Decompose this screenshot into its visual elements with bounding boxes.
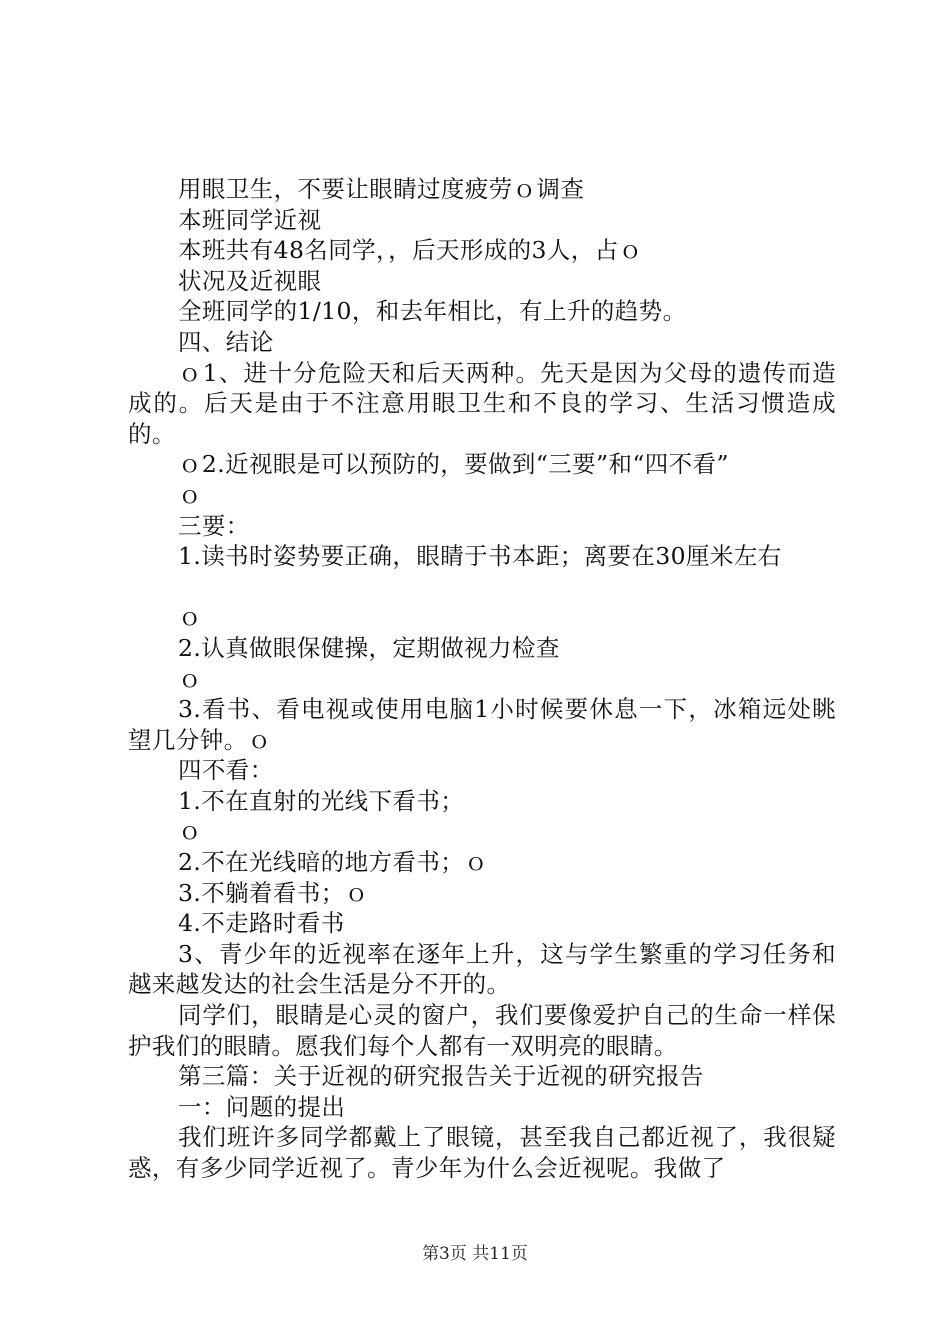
paragraph: 用眼卫生，不要让眼睛过度疲劳ｏ调查 bbox=[178, 175, 585, 203]
section-heading: 四、结论 bbox=[178, 327, 274, 356]
paragraph: 3、青少年的近视率在逐年上升，这与学生繁重的学习任务和越来越发达的社会生活是分不开的。 bbox=[128, 939, 836, 999]
paragraph: ｏ bbox=[178, 664, 202, 693]
paragraph: 同学们，眼睛是心灵的窗户，我们要像爱护自己的生命一样保护我们的眼睛。愿我们每个人都有一双明亮的眼睛。 bbox=[128, 1001, 836, 1060]
paragraph: ｏ bbox=[178, 603, 202, 632]
list-heading: 四不看： bbox=[178, 756, 274, 785]
chapter-heading: 第三篇：关于近视的研究报告关于近视的研究报告 bbox=[178, 1062, 704, 1091]
paragraph: 本班同学近视 bbox=[178, 205, 322, 234]
list-item: 1.读书时姿势要正确，眼睛于书本距；离要在30厘米左右 bbox=[178, 542, 782, 571]
list-item: 1.不在直射的光线下看书； bbox=[178, 786, 465, 815]
paragraph: ｏ1、进十分危险天和后天两种。先天是因为父母的遗传而造成的。后天是由于不注意用眼卫生和不良的学习、生活习惯造成的。 bbox=[128, 358, 836, 448]
paragraph: ｏ bbox=[178, 817, 202, 846]
list-item: 4.不走路时看书 bbox=[178, 909, 345, 938]
list-item: 3.不躺着看书；ｏ bbox=[178, 878, 369, 907]
paragraph: 状况及近视眼 bbox=[178, 266, 322, 295]
list-item: 2.不在光线暗的地方看书；ｏ bbox=[178, 848, 489, 877]
paragraph: ｏ bbox=[178, 480, 202, 509]
page-footer: 第3页 共11页 bbox=[422, 1244, 528, 1264]
list-item: 2.认真做眼保健操，定期做视力检查 bbox=[178, 633, 560, 662]
paragraph: 我们班许多同学都戴上了眼镜，甚至我自己都近视了，我很疑惑，有多少同学近视了。青少年为什么会近视呢。我做了 bbox=[128, 1123, 836, 1182]
paragraph: ｏ2.近视眼是可以预防的，要做到“三要”和“四不看” bbox=[178, 450, 729, 479]
blank-line bbox=[128, 572, 836, 603]
section-heading: 一：问题的提出 bbox=[178, 1092, 346, 1121]
list-heading: 三要： bbox=[178, 511, 250, 540]
list-item: 3.看书、看电视或使用电脑1小时候要休息一下，冰箱远处眺望几分钟。ｏ bbox=[128, 695, 836, 754]
document-body bbox=[128, 174, 836, 1184]
paragraph: 全班同学的1/10，和去年相比，有上升的趋势。 bbox=[178, 297, 687, 326]
paragraph: 本班共有48名同学，，后天形成的3人，占ｏ bbox=[178, 236, 643, 265]
